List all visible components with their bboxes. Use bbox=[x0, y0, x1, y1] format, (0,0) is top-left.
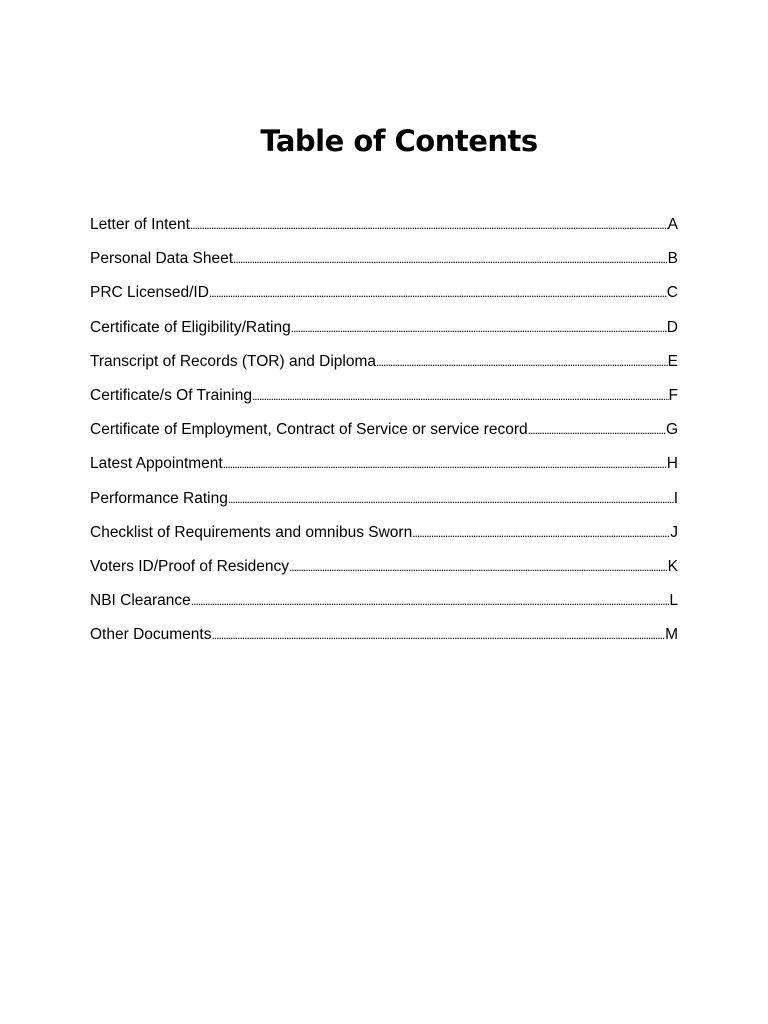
toc-dot-leader bbox=[233, 247, 668, 271]
toc-dot-leader bbox=[228, 487, 674, 511]
toc-dot-leader bbox=[412, 521, 670, 545]
toc-entry-label: Voters ID/Proof of Residency bbox=[90, 557, 290, 575]
toc-entry bbox=[90, 418, 678, 452]
toc-entry bbox=[90, 589, 678, 623]
toc-entry-page: H bbox=[666, 455, 678, 473]
toc-entry bbox=[90, 555, 678, 589]
toc-entry-label: Personal Data Sheet bbox=[90, 250, 234, 268]
toc-entry bbox=[90, 384, 678, 418]
toc-entry-page: M bbox=[665, 626, 678, 644]
toc-dot-leader bbox=[190, 213, 668, 237]
toc-entry-page: L bbox=[669, 592, 678, 610]
toc-entry-label: Checklist of Requirements and omnibus Sworn bbox=[90, 523, 413, 541]
toc-entry-page: C bbox=[666, 284, 678, 302]
toc-entry-label: Latest Appointment bbox=[90, 455, 223, 473]
toc-entry-label: PRC Licensed/ID bbox=[90, 284, 209, 302]
toc-dot-leader bbox=[289, 555, 668, 579]
toc-entry-page: I bbox=[673, 489, 678, 507]
toc-entry bbox=[90, 452, 678, 486]
toc-entry-page: K bbox=[667, 557, 678, 575]
toc-entry bbox=[90, 521, 678, 555]
toc-entry-page: E bbox=[667, 352, 678, 370]
toc-entry-label: Certificate/s Of Training bbox=[90, 386, 252, 404]
toc-entry-page: G bbox=[665, 421, 678, 439]
toc-entry-page: F bbox=[668, 386, 678, 404]
toc-entry-page: D bbox=[666, 318, 678, 336]
toc-entry-label: Other Documents bbox=[90, 626, 212, 644]
toc-dot-leader bbox=[223, 452, 667, 476]
toc-entry-label: Letter of Intent bbox=[90, 216, 190, 233]
toc-dot-leader bbox=[209, 281, 667, 305]
toc-entry-label: Transcript of Records (TOR) and Diploma bbox=[90, 352, 376, 370]
toc-dot-leader bbox=[376, 350, 668, 374]
toc-entry bbox=[90, 316, 678, 350]
toc-entry-label: Certificate of Employment, Contract of Service or service record bbox=[90, 421, 528, 439]
toc-entry-label: Certificate of Eligibility/Rating bbox=[90, 318, 291, 336]
toc-dot-leader bbox=[291, 316, 667, 340]
toc-dot-leader bbox=[252, 384, 669, 408]
page-title: Table of Contents bbox=[260, 124, 538, 158]
toc-entry bbox=[90, 487, 678, 521]
toc-dot-leader bbox=[211, 623, 665, 647]
toc-entry-label: Performance Rating bbox=[90, 489, 228, 507]
toc-entry bbox=[90, 247, 678, 281]
toc-dot-leader bbox=[528, 418, 666, 442]
toc-entry bbox=[90, 281, 678, 315]
toc-dot-leader bbox=[191, 589, 670, 613]
toc-entry bbox=[90, 213, 678, 247]
table-of-contents bbox=[90, 213, 678, 657]
toc-entry-page: A bbox=[667, 216, 678, 233]
toc-entry bbox=[90, 623, 678, 657]
toc-entry-label: NBI Clearance bbox=[90, 592, 191, 610]
toc-entry bbox=[90, 350, 678, 384]
toc-entry-page: B bbox=[667, 250, 678, 268]
toc-entry-page: J bbox=[670, 523, 678, 541]
